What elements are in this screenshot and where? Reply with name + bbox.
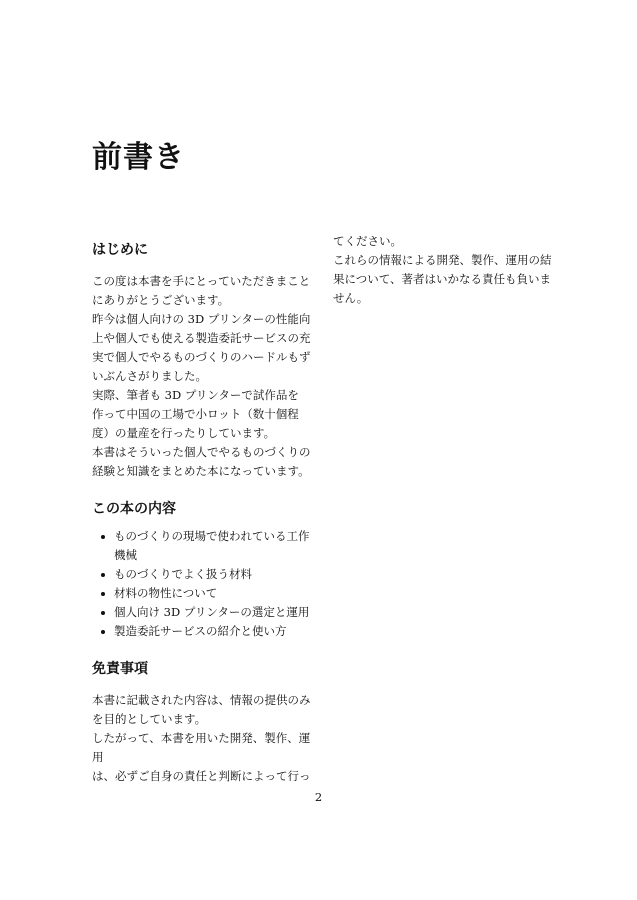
disclaimer-paragraph: [92, 691, 314, 729]
section-heading-disclaimer: 免責事項: [92, 661, 148, 677]
text-line: せん。: [333, 291, 369, 305]
text-line: 機械: [114, 548, 137, 562]
text-line: 個人向け 3D プリンターの選定と運用: [114, 605, 310, 619]
list-item: [92, 527, 314, 565]
text-line: これらの情報による開発、製作、運用の結: [333, 253, 552, 267]
list-item: [92, 584, 314, 603]
text-line: 経験と知識をまとめた本になっています。: [92, 464, 310, 478]
text-line: は、必ずご自身の責任と判断によって行っ: [92, 769, 311, 783]
text-line: てください。: [333, 234, 402, 248]
section-heading-intro: はじめに: [92, 242, 148, 258]
text-line: 実際、筆者も 3D プリンターで試作品を: [92, 388, 299, 402]
intro-paragraph: [92, 310, 314, 386]
text-line: したがって、本書を用いた開発、製作、運用: [92, 731, 311, 764]
text-line: ものづくりの現場で使われている工作: [114, 529, 310, 543]
text-line: いぶんさがりました。: [92, 369, 207, 383]
section-heading-contents: この本の内容: [92, 501, 176, 517]
text-line: 昨今は個人向けの 3D プリンターの性能向: [92, 312, 311, 326]
right-column: [333, 232, 555, 308]
text-line: 製造委託サービスの紹介と使い方: [114, 624, 287, 638]
text-line: を目的としています。: [92, 712, 207, 726]
intro-paragraph: [92, 443, 314, 481]
list-item: [92, 622, 314, 641]
page-number: 2: [314, 790, 323, 804]
disclaimer-paragraph: [92, 729, 314, 786]
text-line: この度は本書を手にとっていただきまこと: [92, 274, 311, 288]
intro-paragraph: [92, 386, 314, 443]
contents-list: [92, 527, 314, 641]
disclaimer-paragraph-continued: [333, 232, 555, 251]
text-line: 本書に記載された内容は、情報の提供のみ: [92, 693, 311, 707]
text-line: にありがとうございます。: [92, 293, 230, 307]
list-item: [92, 565, 314, 584]
text-line: ものづくりでよく扱う材料: [114, 567, 252, 581]
intro-paragraph: [92, 272, 314, 310]
text-line: 果について、著者はいかなる責任も負いま: [333, 272, 552, 286]
text-line: 作って中国の工場で小ロット（数十個程: [92, 407, 299, 421]
disclaimer-paragraph-continued: [333, 251, 555, 308]
left-column: [92, 240, 314, 786]
chapter-title: 前書き: [92, 140, 185, 175]
list-item: [92, 603, 314, 622]
text-line: 本書はそういった個人でやるものづくりの: [92, 445, 311, 459]
text-line: 実で個人でやるものづくりのハードルもず: [92, 350, 311, 364]
text-line: 上や個人でも使える製造委託サービスの充: [92, 331, 311, 345]
text-line: 材料の物性について: [114, 586, 218, 600]
text-line: 度）の量産を行ったりしています。: [92, 426, 276, 440]
